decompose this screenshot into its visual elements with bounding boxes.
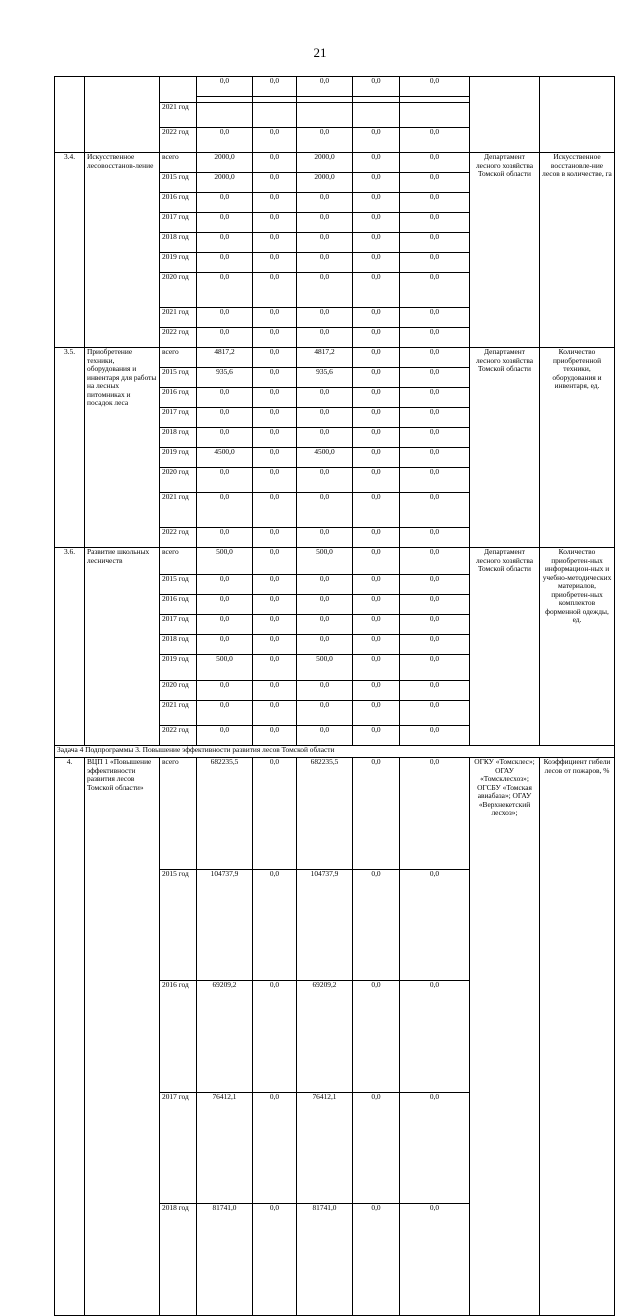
cell-value: 0,0 xyxy=(400,173,470,193)
cell-value: 0,0 xyxy=(297,528,353,548)
cell-value: 0,0 xyxy=(400,528,470,548)
cell-year: всего xyxy=(160,548,197,575)
cell-value: 0,0 xyxy=(297,614,353,634)
cell-year: 2019 год xyxy=(160,448,197,468)
cell-value xyxy=(253,103,297,128)
cell-executor: Департамент лесного хозяйства Томской области xyxy=(470,348,540,548)
cell-value: 0,0 xyxy=(400,233,470,253)
cell-value: 0,0 xyxy=(353,594,400,614)
cell-year: 2020 год xyxy=(160,273,197,308)
cell-value: 0,0 xyxy=(197,128,253,153)
cell-executor: ОГКУ «Томсклес»; ОГАУ «Томсклесхоз»; ОГСБУ «Томская авиабаза»; ОГАУ «Верхнекетский лесхоз»; xyxy=(470,758,540,1316)
cell-name: Приобретение техники, оборудования и инвентаря для работы на лесных питомниках и посадок леса xyxy=(85,348,160,548)
cell-value: 0,0 xyxy=(400,981,470,1093)
cell-year: 2018 год xyxy=(160,634,197,654)
cell-value: 0,0 xyxy=(253,981,297,1093)
cell-name: Искусственное лесовосстанов-ление xyxy=(85,153,160,348)
cell-number: 3.4. xyxy=(55,153,85,348)
cell-value: 0,0 xyxy=(253,368,297,388)
cell-value: 0,0 xyxy=(297,408,353,428)
cell-year: 2020 год xyxy=(160,468,197,493)
cell-executor: Департамент лесного хозяйства Томской области xyxy=(470,153,540,348)
cell-value: 0,0 xyxy=(400,193,470,213)
cell-value: 0,0 xyxy=(400,253,470,273)
cell-value: 76412,1 xyxy=(297,1092,353,1204)
cell-value: 0,0 xyxy=(253,701,297,726)
cell-value: 69209,2 xyxy=(297,981,353,1093)
cell-value: 0,0 xyxy=(400,634,470,654)
cell-value: 0,0 xyxy=(297,273,353,308)
cell-value: 0,0 xyxy=(353,193,400,213)
cell-year: 2019 год xyxy=(160,253,197,273)
cell-year: 2016 год xyxy=(160,193,197,213)
cell-value xyxy=(297,103,353,128)
cell-value: 0,0 xyxy=(400,273,470,308)
cell-value: 0,0 xyxy=(353,408,400,428)
cell-value: 0,0 xyxy=(400,726,470,746)
cell-value: 0,0 xyxy=(400,614,470,634)
cell-value: 0,0 xyxy=(353,681,400,701)
cell-value: 0,0 xyxy=(197,681,253,701)
cell-value: 0,0 xyxy=(253,128,297,153)
cell-value: 0,0 xyxy=(197,308,253,328)
cell-value: 500,0 xyxy=(297,654,353,681)
cell-value: 0,0 xyxy=(197,614,253,634)
cell-value: 0,0 xyxy=(400,448,470,468)
cell-executor: Департамент лесного хозяйства Томской области xyxy=(470,548,540,746)
cell-value: 0,0 xyxy=(353,448,400,468)
cell-value: 0,0 xyxy=(197,193,253,213)
cell-year: всего xyxy=(160,348,197,368)
cell-year: 2017 год xyxy=(160,213,197,233)
cell-value: 500,0 xyxy=(297,548,353,575)
cell-year: 2015 год xyxy=(160,173,197,193)
cell-value: 0,0 xyxy=(253,348,297,368)
cell-value: 0,0 xyxy=(400,153,470,173)
cell-value: 0,0 xyxy=(353,428,400,448)
cell-year: 2016 год xyxy=(160,594,197,614)
cell-value: 104737,9 xyxy=(297,869,353,981)
cell-value: 0,0 xyxy=(353,869,400,981)
cell-value: 500,0 xyxy=(197,548,253,575)
cell-value: 0,0 xyxy=(253,869,297,981)
cell-value: 500,0 xyxy=(197,654,253,681)
cell-value: 682235,5 xyxy=(297,758,353,870)
cell-year: всего xyxy=(160,153,197,173)
cell-value: 0,0 xyxy=(400,328,470,348)
cell-value: 0,0 xyxy=(297,701,353,726)
cell-year: 2018 год xyxy=(160,1204,197,1316)
cell-value: 0,0 xyxy=(197,388,253,408)
cell-year: 2015 год xyxy=(160,368,197,388)
cell-value: 0,0 xyxy=(353,548,400,575)
cell-value: 104737,9 xyxy=(197,869,253,981)
cell-value: 0,0 xyxy=(253,758,297,870)
cell-value: 0,0 xyxy=(253,1092,297,1204)
cell-value: 0,0 xyxy=(297,328,353,348)
cell-value: 0,0 xyxy=(353,528,400,548)
cell-value: 0,0 xyxy=(253,328,297,348)
cell-year: 2021 год xyxy=(160,493,197,528)
cell-value: 0,0 xyxy=(297,388,353,408)
cell-value: 0,0 xyxy=(197,468,253,493)
cell-value: 0,0 xyxy=(297,594,353,614)
page-number: 21 xyxy=(313,45,327,60)
cell-value: 0,0 xyxy=(297,428,353,448)
cell-executor xyxy=(470,77,540,153)
cell-value: 0,0 xyxy=(253,654,297,681)
cell-value: 0,0 xyxy=(400,701,470,726)
cell-value: 0,0 xyxy=(400,77,470,97)
cell-year: всего xyxy=(160,758,197,870)
cell-value: 935,6 xyxy=(297,368,353,388)
task-heading: Задача 4 Подпрограммы 3. Повышение эффективности развития лесов Томской области xyxy=(55,746,615,758)
cell-value: 0,0 xyxy=(253,448,297,468)
cell-value: 0,0 xyxy=(297,681,353,701)
cell-value: 0,0 xyxy=(297,634,353,654)
cell-value: 0,0 xyxy=(253,273,297,308)
cell-year: 2022 год xyxy=(160,528,197,548)
cell-year: 2019 год xyxy=(160,654,197,681)
cell-value: 0,0 xyxy=(400,574,470,594)
cell-value: 0,0 xyxy=(253,308,297,328)
cell-value: 0,0 xyxy=(253,213,297,233)
cell-value: 0,0 xyxy=(197,428,253,448)
cell-value: 0,0 xyxy=(253,193,297,213)
table-body xyxy=(55,77,615,1316)
cell-value: 935,6 xyxy=(197,368,253,388)
cell-year: 2016 год xyxy=(160,388,197,408)
cell-value: 0,0 xyxy=(253,173,297,193)
cell-year: 2018 год xyxy=(160,233,197,253)
cell-value xyxy=(197,103,253,128)
cell-value: 0,0 xyxy=(400,348,470,368)
cell-value: 0,0 xyxy=(353,368,400,388)
cell-year: 2020 год xyxy=(160,681,197,701)
cell-value: 0,0 xyxy=(400,388,470,408)
cell-value: 0,0 xyxy=(353,153,400,173)
cell-value: 0,0 xyxy=(253,428,297,448)
cell-value: 0,0 xyxy=(400,654,470,681)
cell-value: 0,0 xyxy=(353,1092,400,1204)
cell-value: 0,0 xyxy=(353,77,400,97)
cell-value: 0,0 xyxy=(197,213,253,233)
cell-value: 0,0 xyxy=(197,328,253,348)
cell-value: 0,0 xyxy=(353,614,400,634)
cell-value: 0,0 xyxy=(297,574,353,594)
cell-value: 0,0 xyxy=(353,233,400,253)
cell-value: 0,0 xyxy=(353,654,400,681)
cell-indicator: Количество приобретенной техники, оборудования и инвентаря, ед. xyxy=(540,348,615,548)
cell-year xyxy=(160,77,197,103)
cell-value: 0,0 xyxy=(400,213,470,233)
cell-value: 0,0 xyxy=(400,758,470,870)
cell-value: 0,0 xyxy=(253,253,297,273)
cell-number: 3.5. xyxy=(55,348,85,548)
table-row xyxy=(55,77,615,97)
cell-value: 4500,0 xyxy=(297,448,353,468)
cell-value: 0,0 xyxy=(297,468,353,493)
cell-value: 0,0 xyxy=(297,213,353,233)
cell-value: 0,0 xyxy=(253,681,297,701)
cell-value: 0,0 xyxy=(297,308,353,328)
cell-value: 0,0 xyxy=(197,77,253,97)
cell-year: 2022 год xyxy=(160,726,197,746)
cell-value: 4500,0 xyxy=(197,448,253,468)
cell-value: 0,0 xyxy=(197,493,253,528)
table-row xyxy=(55,758,615,870)
cell-value: 0,0 xyxy=(400,368,470,388)
task-heading-row xyxy=(55,746,615,758)
cell-value: 0,0 xyxy=(353,328,400,348)
cell-number xyxy=(55,77,85,153)
cell-year: 2017 год xyxy=(160,614,197,634)
cell-value: 0,0 xyxy=(353,213,400,233)
cell-value: 0,0 xyxy=(353,701,400,726)
cell-indicator: Искусственное восстановле-ние лесов в количестве, га xyxy=(540,153,615,348)
cell-value: 0,0 xyxy=(400,681,470,701)
cell-value: 0,0 xyxy=(197,701,253,726)
cell-year: 2021 год xyxy=(160,103,197,128)
cell-year: 2022 год xyxy=(160,328,197,348)
cell-value: 0,0 xyxy=(353,388,400,408)
cell-value: 0,0 xyxy=(400,408,470,428)
cell-value: 0,0 xyxy=(297,233,353,253)
cell-value: 0,0 xyxy=(253,528,297,548)
cell-value: 0,0 xyxy=(197,408,253,428)
cell-indicator xyxy=(540,77,615,153)
cell-value: 0,0 xyxy=(297,253,353,273)
cell-year: 2022 год xyxy=(160,128,197,153)
cell-value: 0,0 xyxy=(400,1204,470,1316)
cell-number: 4. xyxy=(55,758,85,1316)
cell-value: 0,0 xyxy=(297,493,353,528)
cell-value: 0,0 xyxy=(353,574,400,594)
cell-year: 2021 год xyxy=(160,701,197,726)
cell-value: 69209,2 xyxy=(197,981,253,1093)
cell-value xyxy=(400,103,470,128)
cell-value: 0,0 xyxy=(197,273,253,308)
cell-value: 0,0 xyxy=(353,173,400,193)
cell-value: 0,0 xyxy=(253,726,297,746)
cell-value: 0,0 xyxy=(400,594,470,614)
cell-indicator: Коэффициент гибели лесов от пожаров, % xyxy=(540,758,615,1316)
cell-value: 0,0 xyxy=(400,468,470,493)
cell-value: 0,0 xyxy=(400,1092,470,1204)
cell-value: 0,0 xyxy=(400,428,470,448)
cell-value: 0,0 xyxy=(353,348,400,368)
cell-value: 0,0 xyxy=(353,758,400,870)
cell-value: 0,0 xyxy=(253,594,297,614)
cell-value: 0,0 xyxy=(197,574,253,594)
cell-value: 0,0 xyxy=(297,77,353,97)
cell-value: 0,0 xyxy=(197,726,253,746)
cell-value: 0,0 xyxy=(197,233,253,253)
cell-year: 2021 год xyxy=(160,308,197,328)
cell-value: 2000,0 xyxy=(197,153,253,173)
cell-value: 0,0 xyxy=(253,408,297,428)
cell-value: 0,0 xyxy=(253,614,297,634)
cell-value: 0,0 xyxy=(197,528,253,548)
cell-value: 76412,1 xyxy=(197,1092,253,1204)
cell-value: 0,0 xyxy=(253,1204,297,1316)
cell-value: 0,0 xyxy=(353,981,400,1093)
cell-value: 2000,0 xyxy=(297,153,353,173)
cell-year: 2015 год xyxy=(160,574,197,594)
cell-value: 81741,0 xyxy=(197,1204,253,1316)
cell-value: 4817,2 xyxy=(297,348,353,368)
table-row xyxy=(55,548,615,575)
cell-value xyxy=(353,103,400,128)
program-table xyxy=(54,76,615,1316)
cell-value: 0,0 xyxy=(353,128,400,153)
cell-value: 2000,0 xyxy=(297,173,353,193)
cell-value: 0,0 xyxy=(253,77,297,97)
cell-value: 682235,5 xyxy=(197,758,253,870)
cell-value: 0,0 xyxy=(353,1204,400,1316)
cell-value: 0,0 xyxy=(400,548,470,575)
cell-value: 2000,0 xyxy=(197,173,253,193)
cell-value: 0,0 xyxy=(253,388,297,408)
cell-name: ВЦП 1 «Повышение эффективности развития лесов Томской области» xyxy=(85,758,160,1316)
cell-number: 3.6. xyxy=(55,548,85,746)
cell-value: 81741,0 xyxy=(297,1204,353,1316)
cell-value: 0,0 xyxy=(353,253,400,273)
cell-value: 4817,2 xyxy=(197,348,253,368)
cell-year: 2015 год xyxy=(160,869,197,981)
cell-value: 0,0 xyxy=(353,468,400,493)
table-row xyxy=(55,153,615,173)
cell-value: 0,0 xyxy=(253,574,297,594)
cell-value: 0,0 xyxy=(297,193,353,213)
cell-year: 2018 год xyxy=(160,428,197,448)
cell-value: 0,0 xyxy=(400,869,470,981)
cell-value: 0,0 xyxy=(197,253,253,273)
cell-value: 0,0 xyxy=(253,634,297,654)
cell-name xyxy=(85,77,160,153)
cell-value: 0,0 xyxy=(400,493,470,528)
cell-name: Развитие школьных лесничеств xyxy=(85,548,160,746)
cell-value: 0,0 xyxy=(353,634,400,654)
cell-value: 0,0 xyxy=(353,308,400,328)
cell-value: 0,0 xyxy=(253,468,297,493)
cell-year: 2017 год xyxy=(160,408,197,428)
cell-year: 2017 год xyxy=(160,1092,197,1204)
cell-value: 0,0 xyxy=(253,233,297,253)
cell-indicator: Количество приобретен-ных информацион-ных и учебно-методических материалов, приобретен-ных комплектов форменной одежды, ед. xyxy=(540,548,615,746)
cell-value: 0,0 xyxy=(353,273,400,308)
cell-value: 0,0 xyxy=(400,308,470,328)
cell-value: 0,0 xyxy=(253,548,297,575)
cell-value: 0,0 xyxy=(253,493,297,528)
cell-value: 0,0 xyxy=(353,493,400,528)
cell-value: 0,0 xyxy=(400,128,470,153)
cell-year: 2016 год xyxy=(160,981,197,1093)
cell-value: 0,0 xyxy=(197,594,253,614)
cell-value: 0,0 xyxy=(353,726,400,746)
table-row xyxy=(55,348,615,368)
cell-value: 0,0 xyxy=(297,726,353,746)
cell-value: 0,0 xyxy=(253,153,297,173)
cell-value: 0,0 xyxy=(197,634,253,654)
cell-value: 0,0 xyxy=(297,128,353,153)
